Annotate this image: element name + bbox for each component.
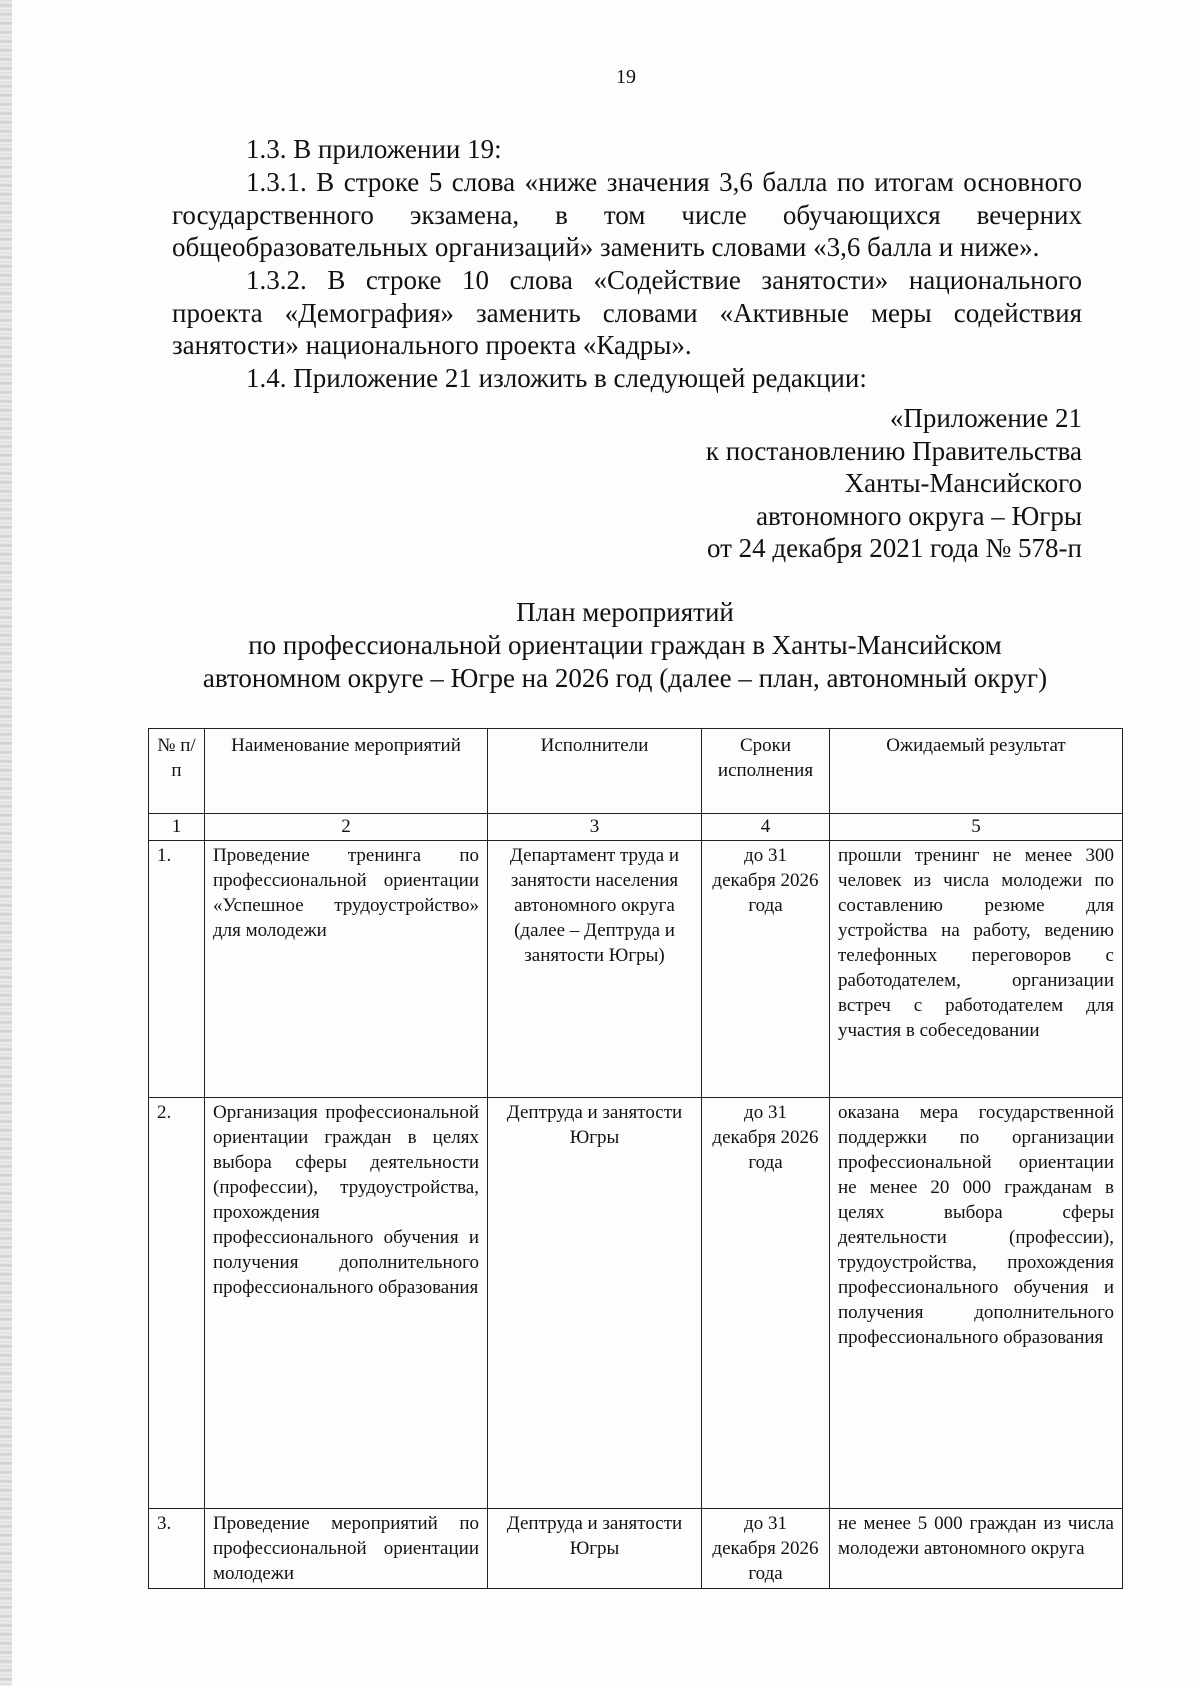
row-num: 3.	[149, 1509, 205, 1589]
header-result: Ожидаемый результат	[830, 729, 1123, 814]
plan-title	[100, 596, 1150, 695]
row-executors: Дептруда и занятости Югры	[488, 1509, 702, 1589]
paragraph-1-3-2	[172, 264, 1082, 362]
approval-line: от 24 декабря 2021 года № 578-п	[706, 533, 1082, 563]
row-deadline: до 31 декабря 2026 года	[702, 1098, 830, 1509]
page-number: 19	[616, 66, 636, 88]
table-row	[149, 1098, 1123, 1509]
table-header-row	[149, 729, 1123, 814]
approval-line: «Приложение 21	[889, 403, 1082, 433]
plan-table	[148, 728, 1123, 1589]
row-deadline: до 31 декабря 2026 года	[702, 1509, 830, 1589]
approval-line: к постановлению Правительства	[705, 435, 1082, 466]
row-result: оказана мера государственной поддержки по организации профессиональной ориентации не менее 20 000 гражданам в целях выбора сферы деятельности (профессии), трудоустройства, прохождения профессионального обучения и получения дополнительного профессионального образования	[830, 1098, 1123, 1509]
plan-title-line: План мероприятий	[516, 597, 734, 627]
row-result: не менее 5 000 граждан из числа молодежи автономного округа	[830, 1509, 1123, 1589]
row-name: Проведение тренинга по профессиональной ориентации «Успешное трудоустройство» для молодежи	[205, 841, 488, 1098]
plan-title-line: по профессиональной ориентации граждан в Ханты-Мансийском	[248, 630, 1002, 660]
paragraph-line: 1.3. В приложении 19:	[246, 134, 502, 164]
paragraph-line: занятости» национального проекта «Кадры».	[172, 330, 692, 360]
row-num: 2.	[149, 1098, 205, 1509]
row-result: прошли тренинг не менее 300 человек из числа молодежи по составлению резюме для устройства на работу, ведению телефонных переговоров с работодателем, организации встреч с работодателем для участия в собеседовании	[830, 841, 1123, 1098]
column-number: 1	[149, 814, 205, 841]
header-name: Наименование мероприятий	[205, 729, 488, 814]
header-executors: Исполнители	[488, 729, 702, 814]
column-number: 5	[830, 814, 1123, 841]
column-number-row	[149, 814, 1123, 841]
row-num: 1.	[149, 841, 205, 1098]
plan-title-line: автономном округе – Югре на 2026 год (далее – план, автономный округ)	[202, 663, 1048, 693]
column-number: 2	[205, 814, 488, 841]
approval-line: автономного округа – Югры	[756, 500, 1082, 531]
row-deadline: до 31 декабря 2026 года	[702, 841, 830, 1098]
paragraph-line: проекта «Демография» заменить словами «Активные меры содействия	[172, 297, 1082, 328]
paragraph-line: общеобразовательных организаций» заменить словами «3,6 балла и ниже».	[172, 232, 1040, 262]
row-name: Организация профессиональной ориентации граждан в целях выбора сферы деятельности (профессии), трудоустройства, прохождения профессионального обучения и получения дополнительного профессионального образования	[205, 1098, 488, 1509]
column-number: 4	[702, 814, 830, 841]
row-executors: Дептруда и занятости Югры	[488, 1098, 702, 1509]
paragraph-line: государственного экзамена, в том числе обучающихся вечерних	[172, 199, 1082, 230]
paragraph-1-3-1	[172, 166, 1082, 264]
table-row	[149, 841, 1123, 1098]
paragraph-line: 1.3.2. В строке 10 слова «Содействие занятости» национального	[246, 265, 1082, 295]
paragraph-line: 1.4. Приложение 21 изложить в следующей редакции:	[246, 363, 867, 393]
header-num: № п/п	[149, 729, 205, 814]
column-number: 3	[488, 814, 702, 841]
scan-edge	[0, 0, 12, 1686]
row-name: Проведение мероприятий по профессиональной ориентации молодежи	[205, 1509, 488, 1589]
row-executors: Департамент труда и занятости населения автономного округа (далее – Дептруда и занятости Югры)	[488, 841, 702, 1098]
table-row	[149, 1509, 1123, 1589]
paragraph-1-3	[172, 133, 1082, 166]
paragraph-line: 1.3.1. В строке 5 слова «ниже значения 3,6 балла по итогам основного	[246, 167, 1082, 197]
paragraph-1-4	[172, 362, 1082, 395]
approval-line: Ханты-Мансийского	[844, 468, 1082, 498]
header-deadline: Сроки исполнения	[702, 729, 830, 814]
appendix-approval-block	[560, 402, 1082, 565]
